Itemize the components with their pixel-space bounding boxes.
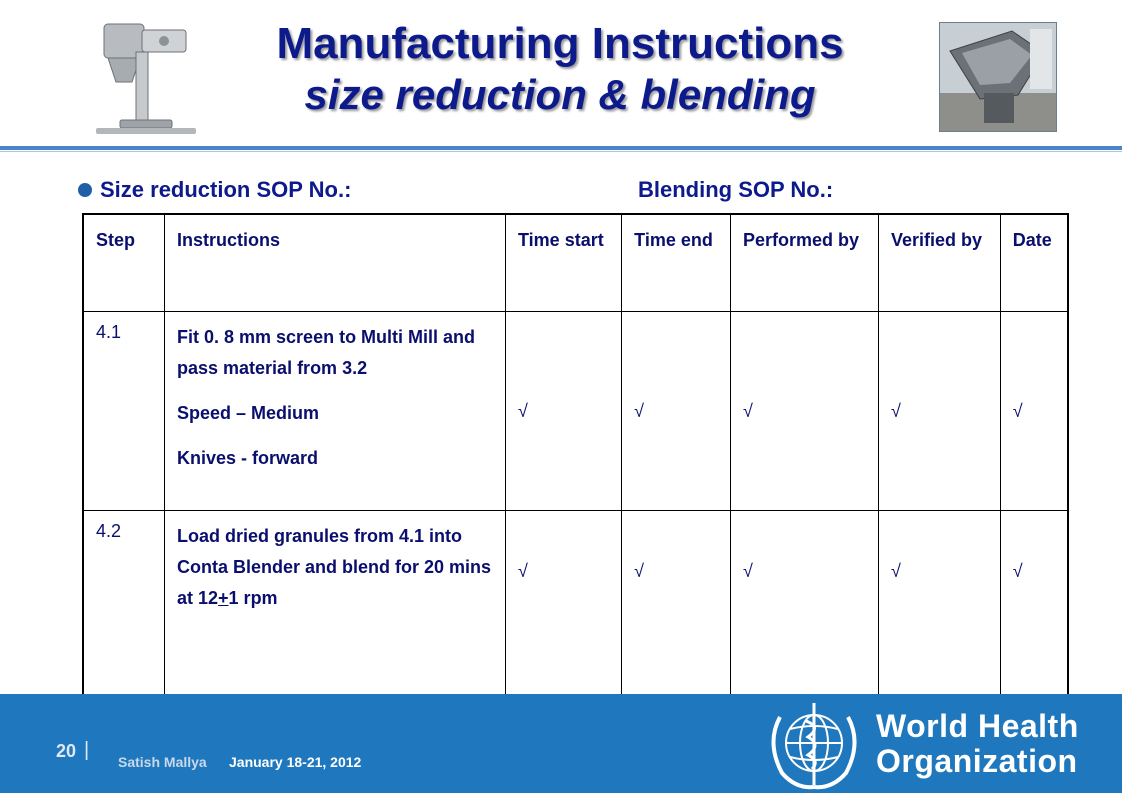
instruction-knives: Knives - forward xyxy=(177,448,319,468)
who-name-line-1: World Health xyxy=(876,708,1079,744)
date-check: √ xyxy=(1000,312,1068,511)
size-reduction-sop-label: Size reduction SOP No.: xyxy=(100,177,352,202)
bullet-icon xyxy=(78,183,92,197)
step-cell: 4.1 xyxy=(83,312,165,511)
performed-by-check: √ xyxy=(730,312,878,511)
who-emblem-icon xyxy=(760,697,868,793)
instruction-text-end: 1 rpm xyxy=(228,588,278,608)
title-line-1: Manufacturing Instructions xyxy=(276,19,844,68)
verified-by-check: √ xyxy=(879,312,1001,511)
table-row xyxy=(83,312,1068,511)
header-time-end: Time end xyxy=(622,214,731,312)
performed-by-check: √ xyxy=(730,511,878,726)
table-row xyxy=(83,511,1068,726)
slide-title xyxy=(180,18,940,120)
step-cell: 4.2 xyxy=(83,511,165,726)
who-name-line-2: Organization xyxy=(876,743,1078,779)
blending-sop-label: Blending SOP No.: xyxy=(638,177,834,202)
header-step: Step xyxy=(83,214,165,312)
header-time-start: Time start xyxy=(506,214,622,312)
time-end-check: √ xyxy=(622,312,731,511)
instruction-cell xyxy=(165,511,506,726)
verified-by-check: √ xyxy=(879,511,1001,726)
table-header-row xyxy=(83,214,1068,312)
page-number: 20 xyxy=(56,741,77,761)
title-line-2: size reduction & blending xyxy=(304,71,816,118)
header-performed-by: Performed by xyxy=(730,214,878,312)
instruction-cell xyxy=(165,312,506,511)
header-date: Date xyxy=(1000,214,1068,312)
instruction-speed: Speed – Medium xyxy=(177,403,320,423)
time-end-check: √ xyxy=(622,511,731,726)
instruction-text: Fit 0. 8 mm screen to Multi Mill and pass material from 3.2 xyxy=(177,327,476,378)
time-start-check: √ xyxy=(506,511,622,726)
title-divider-thin xyxy=(0,151,1122,152)
plus-minus-sign: + xyxy=(218,588,229,608)
footer-author: Satish Mallya xyxy=(118,754,207,770)
time-start-check: √ xyxy=(506,312,622,511)
footer-date: January 18-21, 2012 xyxy=(229,754,362,770)
conta-blender-photo xyxy=(939,22,1057,132)
title-divider xyxy=(0,146,1122,150)
date-check: √ xyxy=(1000,511,1068,726)
footer-separator: | xyxy=(84,739,90,761)
instruction-text: Load dried granules from 4.1 into Conta Blender and blend for 20 mins at 12 xyxy=(177,526,492,608)
header-verified-by: Verified by xyxy=(879,214,1001,312)
header-instructions: Instructions xyxy=(165,214,506,312)
instructions-table xyxy=(82,213,1069,726)
